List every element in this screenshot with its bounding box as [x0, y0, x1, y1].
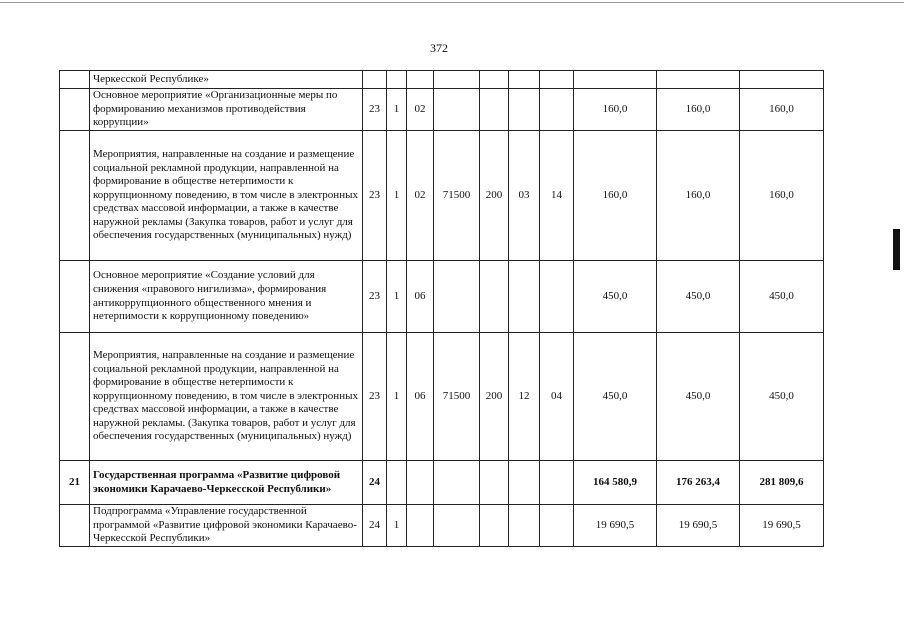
program-code-cell	[363, 71, 387, 89]
table-row	[60, 71, 824, 89]
subsection-code-cell	[540, 71, 574, 89]
direction-code-cell: 71500	[434, 131, 480, 261]
subprogram-code-cell: 1	[387, 333, 407, 461]
expense-type-cell	[480, 505, 509, 547]
main-activity-code-cell	[407, 71, 434, 89]
amount-year1-cell: 19 690,5	[574, 505, 657, 547]
item-name-cell: Государственная программа «Развитие цифровой экономики Карачаево-Черкесской Республики»	[90, 461, 363, 505]
expense-type-cell	[480, 261, 509, 333]
subprogram-code-cell: 1	[387, 261, 407, 333]
amount-year2-cell: 19 690,5	[657, 505, 740, 547]
item-name-cell: Мероприятия, направленные на создание и размещение социальной рекламной продукции, направленной на формирование в обществе нетерпимости к коррупционному поведению, в том числе в электронных средствах массовой информации, а также в качестве наружной рекламы. (Закупка товаров, работ и услуг для обеспечения государственных (муниципальных) нужд)	[90, 333, 363, 461]
direction-code-cell	[434, 261, 480, 333]
main-activity-code-cell: 02	[407, 131, 434, 261]
main-activity-code-cell: 06	[407, 261, 434, 333]
amount-year2-cell: 450,0	[657, 333, 740, 461]
main-activity-code-cell	[407, 505, 434, 547]
margin-mark	[893, 229, 900, 270]
amount-year1-cell: 164 580,9	[574, 461, 657, 505]
main-activity-code-cell: 02	[407, 89, 434, 131]
row-number-cell	[60, 505, 90, 547]
amount-year1-cell: 160,0	[574, 89, 657, 131]
row-number-cell	[60, 333, 90, 461]
table-row	[60, 89, 824, 131]
main-activity-code-cell: 06	[407, 333, 434, 461]
amount-year2-cell: 176 263,4	[657, 461, 740, 505]
direction-code-cell	[434, 505, 480, 547]
section-code-cell: 03	[509, 131, 540, 261]
program-code-cell: 23	[363, 261, 387, 333]
subsection-code-cell	[540, 461, 574, 505]
section-code-cell	[509, 89, 540, 131]
expense-type-cell: 200	[480, 131, 509, 261]
budget-table	[59, 70, 824, 547]
amount-year2-cell: 160,0	[657, 89, 740, 131]
section-code-cell	[509, 261, 540, 333]
amount-year3-cell: 160,0	[740, 89, 824, 131]
direction-code-cell	[434, 71, 480, 89]
amount-year2-cell	[657, 71, 740, 89]
expense-type-cell	[480, 461, 509, 505]
subsection-code-cell	[540, 89, 574, 131]
amount-year3-cell	[740, 71, 824, 89]
subprogram-code-cell: 1	[387, 89, 407, 131]
subsection-code-cell	[540, 505, 574, 547]
item-name-cell: Мероприятия, направленные на создание и размещение социальной рекламной продукции, направленной на формирование в обществе нетерпимости к коррупционному поведению, в том числе в электронных средствах массовой информации, а также в качестве наружной рекламы (Закупка товаров, работ и услуг для обеспечения государственных (муниципальных) нужд)	[90, 131, 363, 261]
direction-code-cell: 71500	[434, 333, 480, 461]
expense-type-cell: 200	[480, 333, 509, 461]
section-code-cell	[509, 461, 540, 505]
amount-year3-cell: 450,0	[740, 261, 824, 333]
table-row	[60, 333, 824, 461]
program-code-cell: 23	[363, 89, 387, 131]
subprogram-code-cell	[387, 71, 407, 89]
item-name-cell: Подпрограмма «Управление государственной программой «Развитие цифровой экономики Карачаево-Черкесской Республики»	[90, 505, 363, 547]
direction-code-cell	[434, 89, 480, 131]
amount-year2-cell: 160,0	[657, 131, 740, 261]
table-row	[60, 131, 824, 261]
main-activity-code-cell	[407, 461, 434, 505]
expense-type-cell	[480, 71, 509, 89]
direction-code-cell	[434, 461, 480, 505]
subsection-code-cell: 04	[540, 333, 574, 461]
section-code-cell	[509, 71, 540, 89]
program-code-cell: 24	[363, 461, 387, 505]
subsection-code-cell	[540, 261, 574, 333]
amount-year1-cell: 160,0	[574, 131, 657, 261]
top-rule	[0, 2, 904, 3]
amount-year3-cell: 160,0	[740, 131, 824, 261]
row-number-cell	[60, 89, 90, 131]
amount-year3-cell: 281 809,6	[740, 461, 824, 505]
amount-year2-cell: 450,0	[657, 261, 740, 333]
amount-year1-cell	[574, 71, 657, 89]
item-name-cell: Основное мероприятие «Организационные меры по формированию механизмов противодействия коррупции»	[90, 89, 363, 131]
section-code-cell: 12	[509, 333, 540, 461]
row-number-cell	[60, 131, 90, 261]
table-row	[60, 261, 824, 333]
page-number: 372	[430, 41, 448, 55]
subprogram-code-cell	[387, 461, 407, 505]
subprogram-code-cell: 1	[387, 505, 407, 547]
amount-year3-cell: 450,0	[740, 333, 824, 461]
expense-type-cell	[480, 89, 509, 131]
table-row	[60, 505, 824, 547]
amount-year1-cell: 450,0	[574, 261, 657, 333]
program-code-cell: 23	[363, 333, 387, 461]
amount-year1-cell: 450,0	[574, 333, 657, 461]
amount-year3-cell: 19 690,5	[740, 505, 824, 547]
table-row	[60, 461, 824, 505]
subsection-code-cell: 14	[540, 131, 574, 261]
row-number-cell	[60, 261, 90, 333]
row-number-cell: 21	[60, 461, 90, 505]
section-code-cell	[509, 505, 540, 547]
program-code-cell: 24	[363, 505, 387, 547]
item-name-cell: Черкесской Республике»	[90, 71, 363, 89]
program-code-cell: 23	[363, 131, 387, 261]
item-name-cell: Основное мероприятие «Создание условий для снижения «правового нигилизма», формирования антикоррупционного общественного мнения и нетерпимости к коррупционному поведению»	[90, 261, 363, 333]
subprogram-code-cell: 1	[387, 131, 407, 261]
row-number-cell	[60, 71, 90, 89]
